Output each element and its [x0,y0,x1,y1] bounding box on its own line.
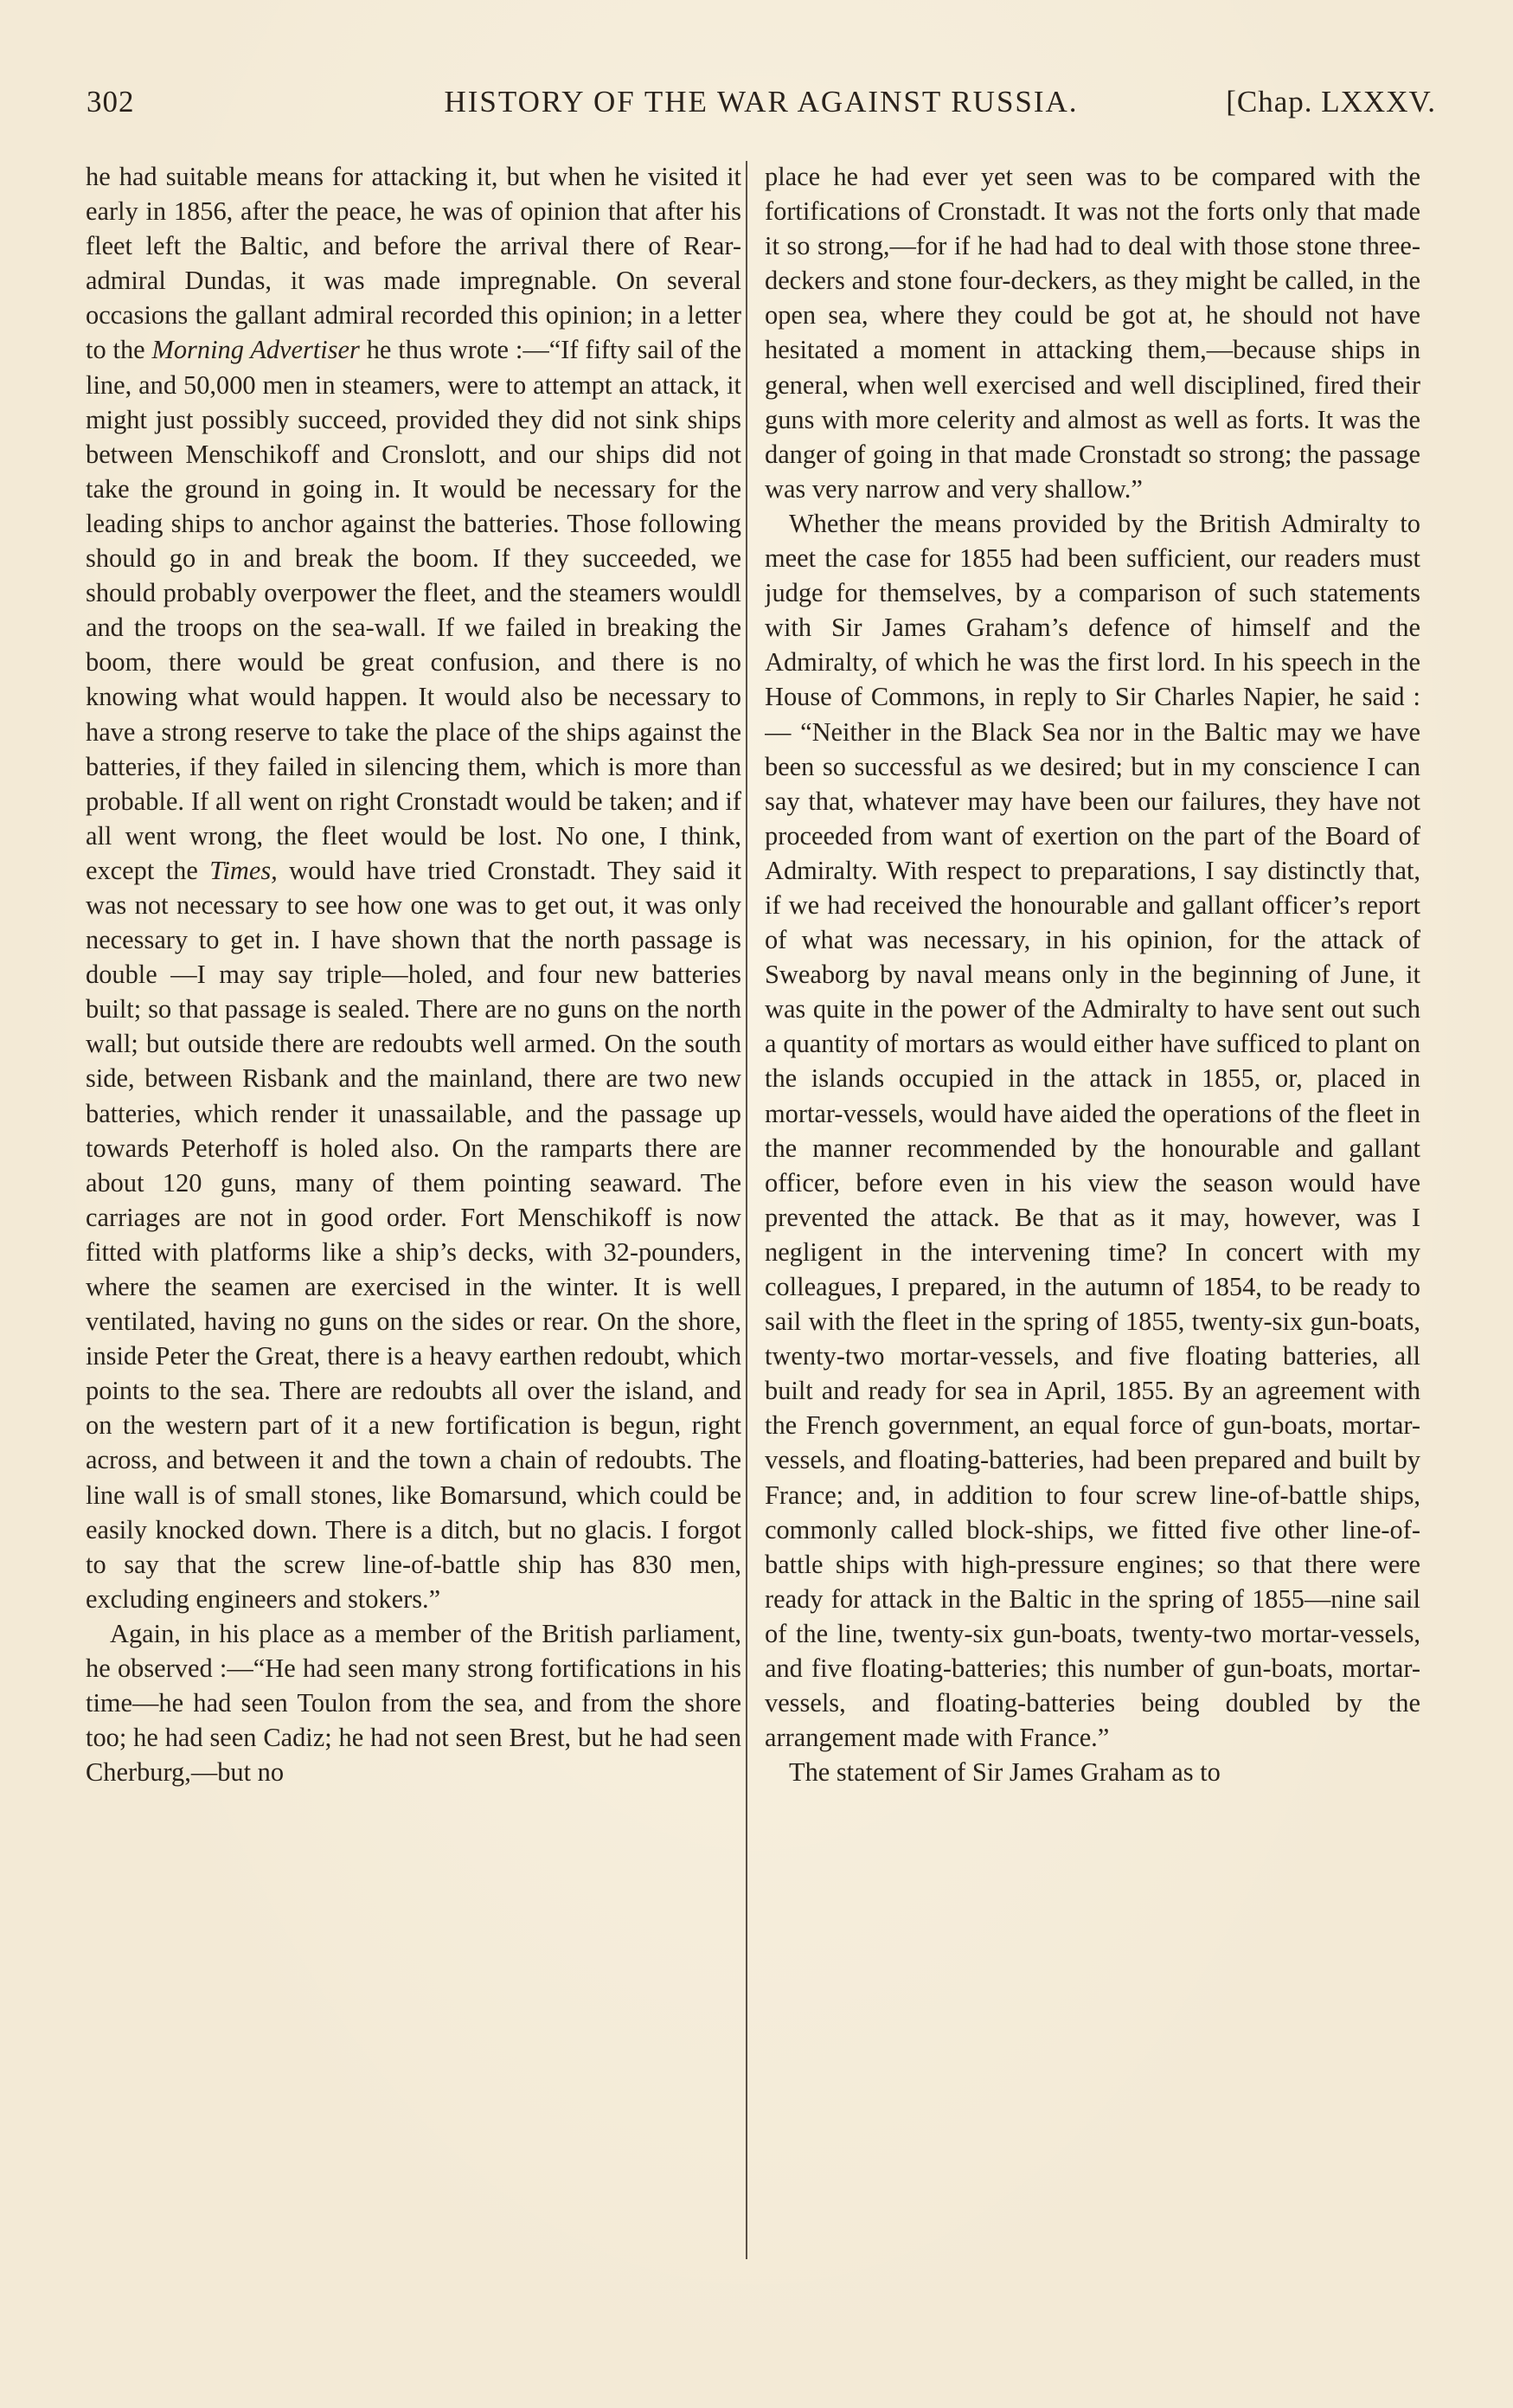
left-paragraph-1 [86,159,741,1616]
right-paragraph-2: Whether the means provided by the British Admiralty to meet the case for 1855 had been sufficient, our readers must judge for themselves, by a comparison of such statements with Sir James Graham’s defence of himself and the Admiralty, of which he was the first lord. In his speech in the House of Commons, in reply to Sir Charles Napier, he said :— “Neither in the Black Sea nor in the Baltic may we have been so successful as we desired; but in my conscience I can say that, whatever may have been our failures, they have not proceeded from want of exertion on the part of the Board of Admiralty. With respect to preparations, I say distinctly that, if we had received the honourable and gallant officer’s report of what was necessary, in his opinion, for the attack of Sweaborg by naval means only in the beginning of June, it was quite in the power of the Admiralty to have sent out such a quantity of mortars as would either have sufficed to plant on the islands occupied in the attack in 1855, or, placed in mortar-vessels, would have aided the operations of the fleet in the manner recommended by the honourable and gallant officer, before even in his view the season would have prevented the attack. Be that as it may, however, was I negligent in the intervening time? In concert with my colleagues, I prepared, in the autumn of 1854, to be ready to sail with the fleet in the spring of 1855, twenty-six gun-boats, twenty-two mortar-vessels, and five floating batteries, all built and ready for sea in April, 1855. By an agreement with the French government, an equal force of gun-boats, mortar-vessels, and floating-batteries, had been prepared and built by France; and, in addition to four screw line-of-battle ships, commonly called block-ships, we fitted five other line-of-battle ships with high-pressure engines; so that there were ready for attack in the Baltic in the spring of 1855—nine sail of the line, twenty-six gun-boats, twenty-two mortar-vessels, and five floating-batteries; this number of gun-boats, mortar-vessels, and floating-batteries being doubled by the arrangement made with France.” [765,508,1420,1753]
left-paragraph-2: Again, in his place as a member of the British parliament, he observed :—“He had seen many strong fortifications in his time—he had seen Toulon from the sea, and from the shore too; he had seen Cadiz; he had not seen Brest, but he had seen Cherburg,—but no [86,1618,741,1788]
column-divider [746,161,747,2259]
right-paragraph-3: The statement of Sir James Graham as to [789,1757,1221,1788]
text-run: would have tried Cronstadt. They said it was not necessary to see how one was to get out, it was only necessary to get in. I have shown that the north passage is double —I may say triple—holed, and four new batteries built; so that passage is sealed. There are no guns on the north wall; but outside there are redoubts well armed. On the south side, between Risbank and the mainland, there are two new batteries, which render it unassailable, and the passage up towards Peterhoff is holed also. On the ramparts there are about 120 guns, many of them pointing seaward. The carriages are not in good order. Fort Menschikoff is now fitted with platforms like a ship’s decks, with 32-pounders, where the seamen are exercised in the winter. It is well ventilated, having no guns on the sides or rear. On the shore, inside Peter the Great, there is a heavy earthen redoubt, which points to the sea. There are redoubts all over the island, and on the western part of it a new fortification is begun, right across, and between it and the town a chain of redoubts. The line wall is of small stones, like Bomarsund, which could be easily knocked down. There is a ditch, but no glacis. I forgot to say that the screw line-of-battle ship has 830 men, excluding engineers and stokers.” [86,855,741,1614]
chapter-label: [Chap. LXXXV. [1226,85,1436,119]
newspaper-title: Morning Advertiser [151,335,360,365]
right-paragraph-1: place he had ever yet seen was to be compared with the fortifications of Cronstadt. It was not the forts only that made it so strong,—for if he had had to deal with those stone three-deckers and stone four-deckers, as they might be called, in the open sea, where they could be got at, he should not have hesitated a moment in attacking them,—because ships in general, when well exercised and well disciplined, fired their guns with more celerity and almost as well as forts. It was the danger of going in that made Cronstadt so strong; the passage was very narrow and very shallow.” [765,162,1420,504]
page-header [87,85,1436,132]
right-column [765,159,1420,2270]
newspaper-title: Times, [209,855,278,885]
text-run: he had suitable means for attacking it, but when he visited it early in 1856, after the peace, he was of opinion that after his fleet left the Baltic, and before the arrival there of Rear-admiral Dundas, it was made impregnable. On several occasions the gallant admiral recorded this opinion; in a letter to the [86,162,741,365]
running-title: HISTORY OF THE WAR AGAINST RUSSIA. [444,85,1079,119]
text-run: he thus wrote :—“If fifty sail of the line, and 50,000 men in steamers, were to attempt an attack, it might just possibly succeed, provided they did not sink ships between Menschikoff and Cronslott, and our ships did not take the ground in going in. It would be necessary for the leading ships to anchor against the batteries. Those following should go in and break the boom. If they succeeded, we should probably overpower the fleet, and the steamers wouldl and the troops on the sea-wall. If we failed in breaking the boom, there would be great confusion, and there is no knowing what would happen. It would also be necessary to have a strong reserve to take the place of the ships against the batteries, if they failed in silencing them, which is more than probable. If all went on right Cronstadt would be taken; and if all went wrong, the fleet would be lost. No one, I think, except the [86,335,741,885]
page-number: 302 [87,85,135,119]
left-column [86,159,741,2270]
